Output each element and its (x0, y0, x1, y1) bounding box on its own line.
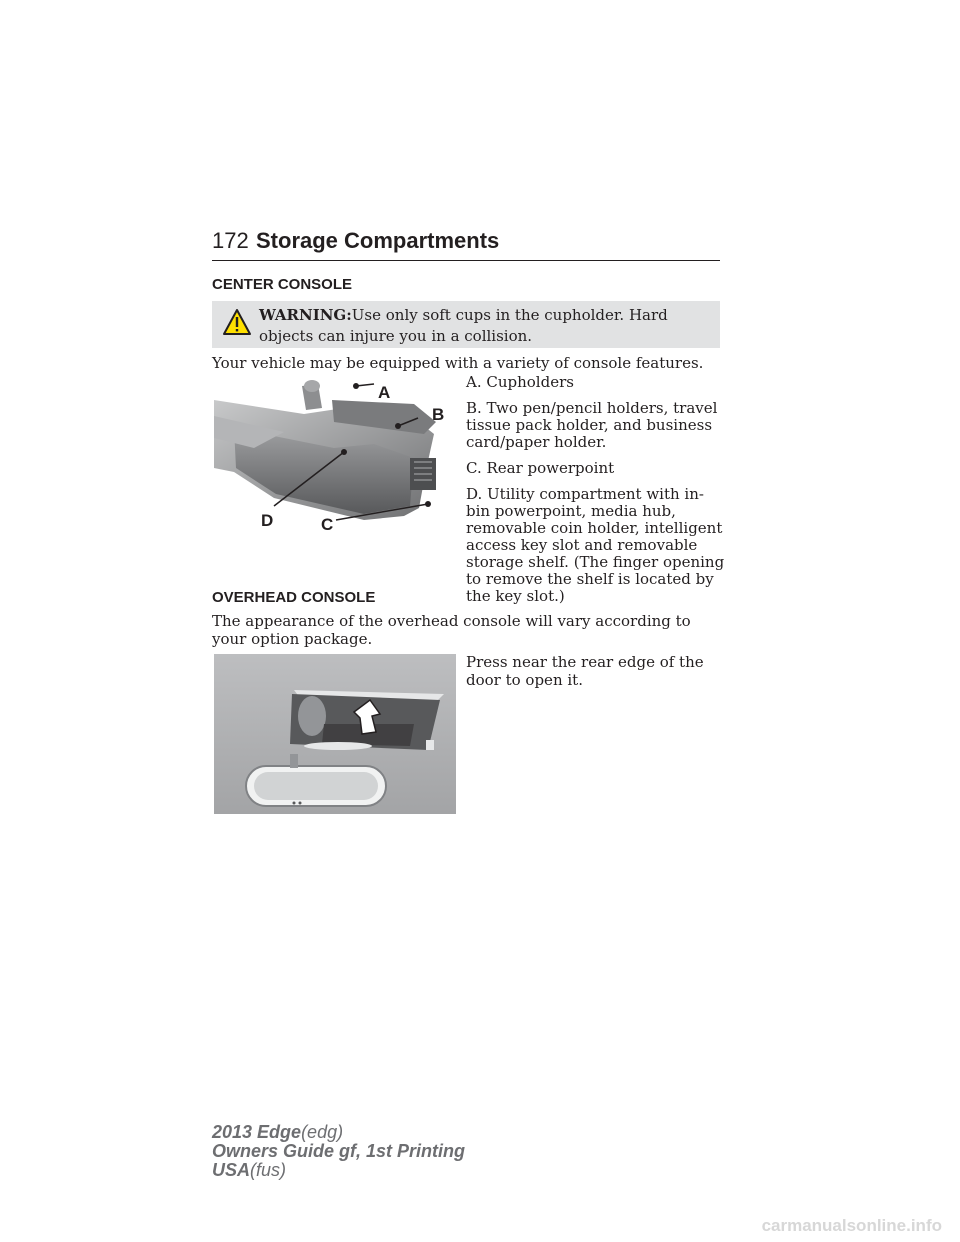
warning-triangle-icon (222, 308, 252, 336)
document-footer (212, 1123, 465, 1180)
console-feature-list (466, 374, 726, 614)
footer-region: USA (212, 1160, 251, 1180)
page-title: Storage Compartments (256, 228, 500, 253)
figure-label-b: B (432, 405, 445, 424)
footer-model-code: (edg) (301, 1122, 344, 1142)
overhead-console-figure (214, 654, 456, 814)
figure-label-d: D (261, 511, 274, 530)
footer-model: 2013 Edge (212, 1122, 302, 1142)
overhead-console-heading: OVERHEAD CONSOLE (212, 589, 376, 606)
footer-region-code: (fus) (250, 1160, 287, 1180)
list-item: C. Rear powerpoint (466, 459, 615, 477)
list-item: A. Cupholders (466, 373, 574, 391)
footer-guide: Owners Guide gf, 1st Printing (212, 1141, 466, 1161)
center-console-heading: CENTER CONSOLE (212, 276, 353, 293)
warning-label: WARNING: (259, 306, 352, 324)
overhead-console-intro: The appearance of the overhead console will vary according to your option package. (212, 612, 691, 648)
figure-label-a: A (378, 383, 391, 402)
center-console-intro: Your vehicle may be equipped with a variety of console features. (212, 354, 704, 372)
warning-message: Use only soft cups in the cupholder. Hard objects can injure you in a collision. (259, 306, 668, 345)
center-console-figure (214, 378, 458, 564)
list-item: B. Two pen/pencil holders, travel tissue pack holder, and business card/paper holder. (466, 399, 718, 451)
watermark: carmanualsonline.info (761, 1216, 942, 1235)
overhead-console-instruction: Press near the rear edge of the door to open it. (466, 653, 704, 689)
page-number: 172 (212, 228, 249, 253)
figure-label-c: C (321, 515, 334, 534)
header-rule (212, 260, 720, 261)
warning-text (259, 305, 709, 347)
list-item: D. Utility compartment with in-bin powerpoint, media hub, removable coin holder, intelligent access key slot and removable storage shelf. (The finger opening to remove the shelf is located by the key slot.) (466, 485, 725, 605)
